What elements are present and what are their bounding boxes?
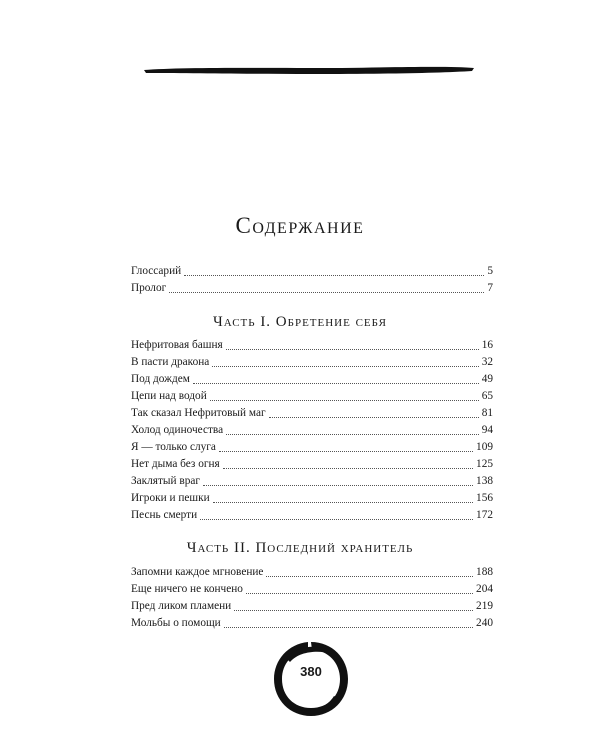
part-two-heading: Часть II. Последний хранитель [186, 540, 414, 556]
dot-leader [226, 433, 479, 435]
toc-entry-page: 188 [476, 566, 493, 578]
toc-entry-title: Нет дыма без огня [131, 458, 220, 470]
toc-entry-page: 156 [476, 492, 493, 504]
toc-entry-page: 16 [481, 339, 493, 351]
toc-entry [131, 371, 493, 388]
toc-entry-title: Цепи над водой [131, 390, 207, 402]
dot-leader [210, 399, 479, 401]
toc-entry [131, 456, 493, 473]
toc-entry-title: Холод одиночества [131, 424, 224, 436]
page-title: Содержание [235, 213, 365, 239]
dot-leader [246, 592, 473, 594]
toc-entry [131, 490, 493, 507]
toc-entry-page: 172 [476, 509, 493, 521]
toc-entry-title: Заклятый враг [131, 475, 201, 487]
toc-entry [131, 280, 493, 297]
toc-entry-page: 7 [487, 282, 493, 294]
part-one-chapter-list [131, 337, 493, 524]
toc-entry [131, 473, 493, 490]
toc-entry-page: 138 [476, 475, 493, 487]
toc-entry-title: Я — только слуга [131, 441, 216, 453]
brush-stroke-divider [142, 62, 476, 78]
dot-leader [224, 626, 473, 628]
dot-leader [234, 609, 473, 611]
toc-entry-page: 81 [481, 407, 493, 419]
toc-entry [131, 564, 493, 581]
toc-entry-title: Игроки и пешки [131, 492, 210, 504]
toc-entry-page: 125 [476, 458, 493, 470]
dot-leader [223, 467, 473, 469]
dot-leader [266, 575, 473, 577]
toc-entry-title: Под дождем [131, 373, 190, 385]
dot-leader [269, 416, 479, 418]
dot-leader [193, 382, 479, 384]
toc-entry-page: 219 [476, 600, 493, 612]
toc-entry-page: 204 [476, 583, 493, 595]
toc-entry-title: Так сказал Нефритовый маг [131, 407, 266, 419]
front-matter-list [131, 263, 493, 297]
toc-entry [131, 405, 493, 422]
toc-entry-page: 32 [481, 356, 493, 368]
dot-leader [169, 291, 484, 293]
toc-entry-title: Нефритовая башня [131, 339, 223, 351]
toc-entry-title: Запомни каждое мгновение [131, 566, 264, 578]
dot-leader [203, 484, 473, 486]
toc-entry-page: 49 [481, 373, 493, 385]
page-number: 380 [300, 664, 322, 679]
toc-entry [131, 507, 493, 524]
toc-entry [131, 581, 493, 598]
toc-entry [131, 422, 493, 439]
dot-leader [213, 501, 473, 503]
toc-entry [131, 439, 493, 456]
toc-entry [131, 615, 493, 632]
dot-leader [212, 365, 478, 367]
dot-leader [184, 274, 484, 276]
toc-entry-page: 109 [476, 441, 493, 453]
dot-leader [200, 518, 473, 520]
toc-entry [131, 598, 493, 615]
toc-entry-title: Еще ничего не кончено [131, 583, 243, 595]
toc-entry-title: Мольбы о помощи [131, 617, 221, 629]
toc-entry-page: 5 [487, 265, 493, 277]
toc-entry-title: Пред ликом пламени [131, 600, 232, 612]
toc-entry [131, 388, 493, 405]
dot-leader [219, 450, 473, 452]
toc-entry-page: 240 [476, 617, 493, 629]
ink-brush-circle [268, 636, 354, 722]
toc-entry-title: Песнь смерти [131, 509, 198, 521]
toc-entry [131, 263, 493, 280]
toc-entry-title: Пролог [131, 282, 167, 294]
toc-entry-page: 65 [481, 390, 493, 402]
part-one-heading: Часть I. Обретение себя [213, 314, 387, 330]
toc-entry-page: 94 [481, 424, 493, 436]
toc-entry-title: В пасти дракона [131, 356, 210, 368]
toc-entry-title: Глоссарий [131, 265, 182, 277]
toc-entry [131, 354, 493, 371]
toc-entry [131, 337, 493, 354]
dot-leader [226, 348, 479, 350]
part-two-chapter-list [131, 564, 493, 632]
